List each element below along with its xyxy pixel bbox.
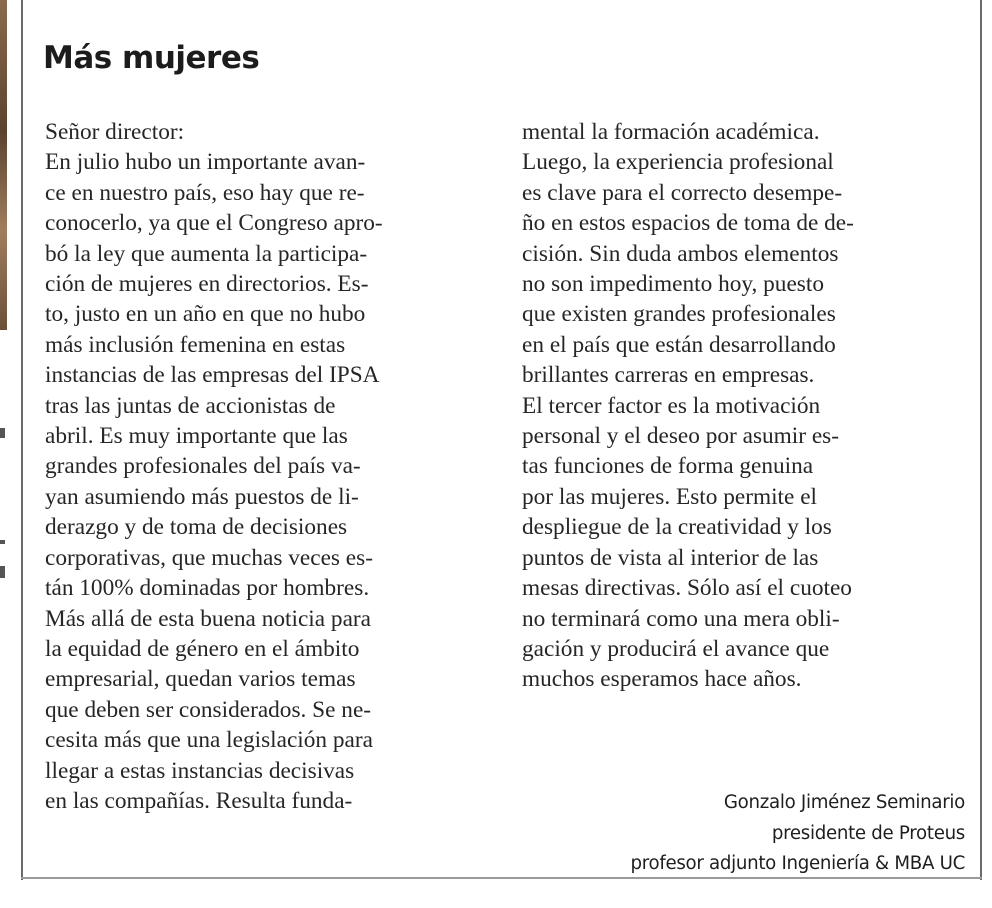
text-line: El tercer factor es la motivación [522,392,821,419]
text-line: cisión. Sin duda ambos elementos [522,240,839,267]
text-line: puntos de vista al interior de las [522,544,819,571]
text-line: mesas directivas. Sólo así el cuoteo [522,575,852,602]
text-line: ción de mujeres en directorios. Es- [45,271,369,298]
text-line: muchos esperamos hace años. [522,666,802,693]
text-line: bó la ley que aumenta la participa- [45,240,368,267]
text-line: llegar a estas instancias decisivas [45,757,355,784]
text-line: por las mujeres. Esto permite el [522,483,818,510]
text-line: abril. Es muy importante que las [45,423,348,450]
text-line: la equidad de género en el ámbito [45,635,360,662]
text-line: no terminará como una mera obli- [522,605,840,632]
adjacent-column-mark [0,566,5,578]
signature-name: Gonzalo Jiménez Seminario [723,792,965,813]
text-line: tas funciones de forma genuina [522,453,814,480]
text-line: Señor director: [45,119,185,145]
letter-body-column-right [522,117,967,695]
signature-affiliation: profesor adjunto Ingeniería & MBA UC [630,853,965,874]
text-line: personal y el deseo por asumir es- [522,423,839,450]
text-line: instancias de las empresas del IPSA [45,362,380,389]
text-line: ce en nuestro país, eso hay que re- [45,179,365,206]
text-line: to, justo en un año en que no hubo [45,301,366,328]
frame-border-right [980,0,982,880]
text-line: mental la formación académica. [522,119,820,145]
adjacent-column-mark [0,540,5,544]
adjacent-photo-edge [0,0,7,330]
letter-signature [470,788,965,880]
adjacent-column-mark [0,428,5,438]
text-line: Más allá de esta buena noticia para [45,605,372,632]
text-line: corporativas, que muchas veces es- [45,544,373,571]
text-line: brillantes carreras en empresas. [522,362,815,389]
text-line: derazgo y de toma de decisiones [45,514,348,541]
text-line: ño en estos espacios de toma de de- [522,210,854,237]
text-line: gación y producirá el avance que [522,635,830,662]
text-line: tán 100% dominadas por hombres. [45,575,370,602]
text-line: empresarial, quedan varios temas [45,666,356,693]
text-line: yan asumiendo más puestos de li- [45,483,359,510]
letter-body-column-left [45,117,490,816]
text-line: que deben ser considerados. Se ne- [45,696,372,723]
signature-role: presidente de Proteus [771,822,965,844]
text-line: es clave para el correcto desempe- [522,179,843,206]
text-line: En julio hubo un importante avan- [45,149,366,176]
text-line: grandes profesionales del país va- [45,453,361,480]
letter-title: Más mujeres [43,40,260,76]
frame-border-left [21,0,23,880]
text-line: no son impedimento hoy, puesto [522,271,824,298]
text-line: que existen grandes profesionales [522,301,836,328]
text-line: despliegue de la creatividad y los [522,514,832,541]
text-line: tras las juntas de accionistas de [45,392,336,419]
text-line: cesita más que una legislación para [45,727,373,754]
text-line: en el país que están desarrollando [522,331,836,358]
text-line: más inclusión femenina en estas [45,331,346,358]
text-line: Luego, la experiencia profesional [522,149,834,176]
text-line: en las compañías. Resulta funda- [45,787,353,814]
text-line: conocerlo, ya que el Congreso apro- [45,210,383,237]
